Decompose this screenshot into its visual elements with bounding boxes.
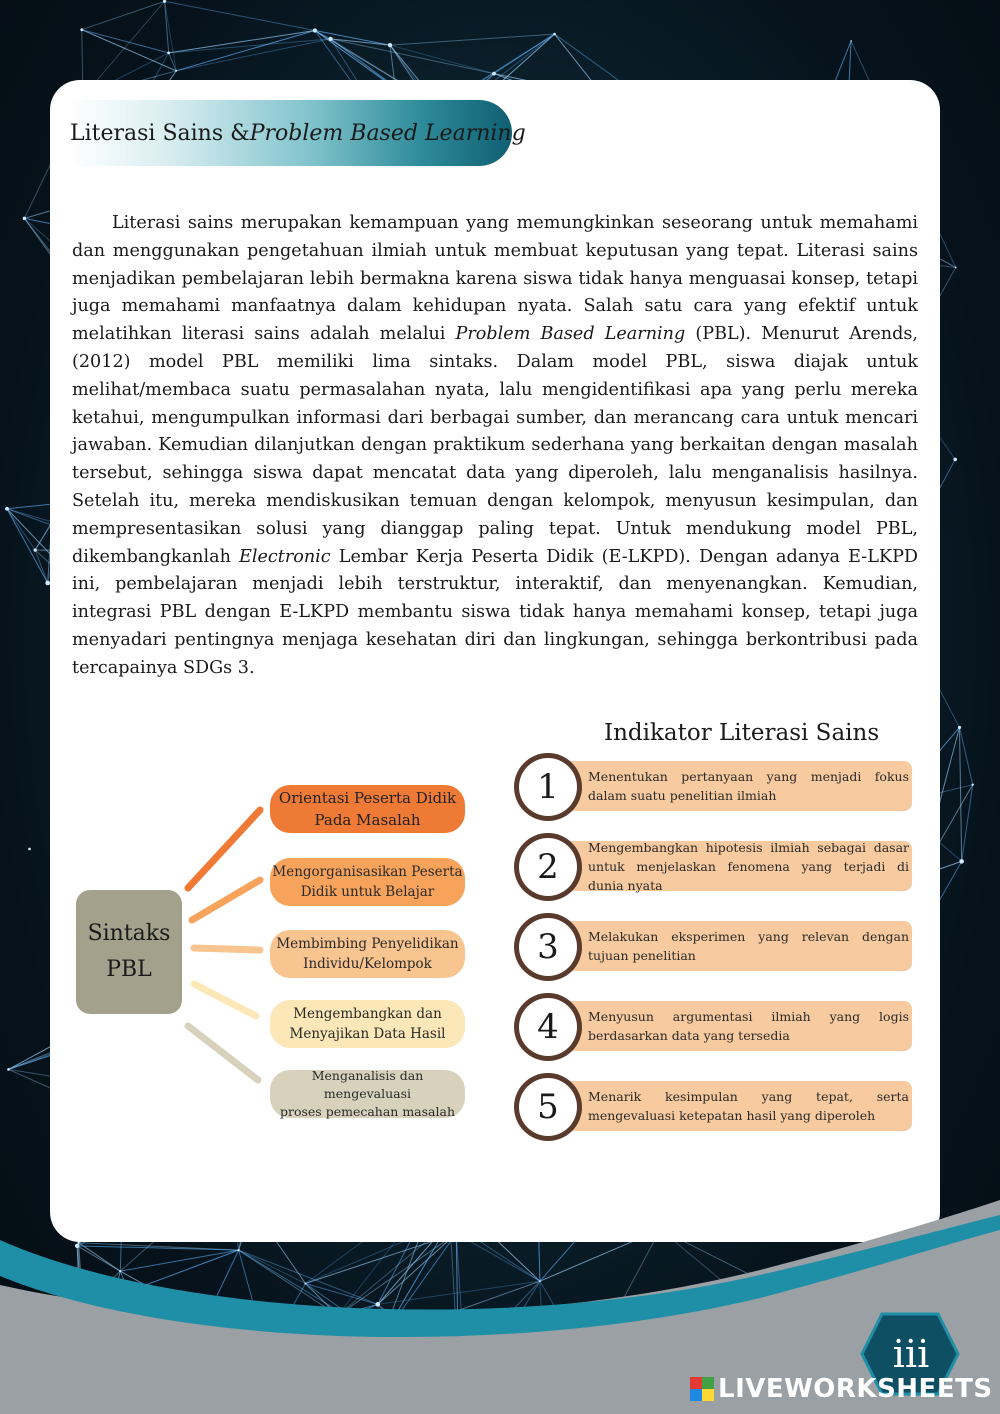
indikator-number-1: 1 (519, 758, 577, 816)
intro-text-1: Literasi sains merupakan kemampuan yang memungkinkan seseorang untuk memahami dan menggunakan pengetahuan ilmiah untuk membuat keputusan yang tepat. Literasi sains menjadikan pembelajaran lebih bermakna karena siswa tidak hanya menguasai konsep, tetapi juga memahami manfaatnya dalam kehidupan nyata. Salah satu cara yang efektif untuk melatihkan literasi sains adalah melalui (72, 213, 918, 345)
step-2-line-1: Mengorganisasikan Peserta (272, 864, 463, 880)
network-node (959, 859, 964, 864)
sintaks-step-5 (270, 1070, 465, 1118)
intro-text-pbl: Problem Based Learning (455, 324, 686, 345)
connector-1 (188, 810, 260, 888)
network-line (165, 1, 177, 71)
step-3-line-1: Membimbing Penyelidikan (276, 936, 459, 952)
indikator-item-3 (512, 913, 912, 981)
intro-text-electronic: Electronic (239, 546, 331, 567)
indikator-text-1: Menentukan pertanyaan yang menjadi fokus dalam suatu penelitian ilmiah (552, 761, 912, 811)
indikator-number-badge-5 (514, 1073, 582, 1141)
step-1-line-1: Orientasi Peserta Didik (278, 789, 457, 807)
sintaks-label-1: Sintaks (87, 921, 171, 946)
indikator-item-5 (512, 1073, 912, 1141)
indikator-number-3: 3 (519, 918, 577, 976)
network-node (28, 848, 31, 851)
network-node (5, 507, 9, 511)
indikator-text-4: Menyusun argumentasi ilmiah yang logis berdasarkan data yang tersedia (552, 1001, 912, 1051)
indikator-number-5: 5 (519, 1078, 577, 1136)
network-node (958, 726, 961, 729)
network-node (328, 37, 332, 41)
network-line (165, 1, 169, 53)
network-node (953, 458, 957, 462)
liveworksheets-logo (690, 1372, 993, 1406)
liveworksheets-icon (690, 1377, 714, 1401)
sintaks-pbl-box (76, 890, 182, 1014)
network-node (313, 28, 317, 32)
network-node (33, 548, 36, 551)
network-line (35, 550, 47, 583)
title-plain: Literasi Sains & (70, 120, 250, 146)
indikator-number-2: 2 (519, 838, 577, 896)
indikator-number-badge-3 (514, 913, 582, 981)
indikator-number-badge-1 (514, 753, 582, 821)
connector-3 (194, 948, 260, 950)
step-1-line-2: Pada Masalah (314, 811, 421, 829)
step-5-line-2: proses pemecahan masalah (279, 1104, 455, 1119)
network-node (80, 28, 83, 31)
step-4-line-2: Menyajikan Data Hasil (289, 1026, 446, 1042)
indikator-text-5: Menarik kesimpulan yang tepat, serta mengevaluasi ketepatan hasil yang diperoleh (552, 1081, 912, 1131)
network-node (492, 72, 496, 76)
sintaks-step-1 (270, 785, 465, 833)
indikator-item-1 (512, 753, 912, 821)
network-node (972, 783, 974, 785)
intro-text-3: Lembar Kerja Peserta Didik (E-LKPD). Dengan adanya E-LKPD ini, pembelajaran menjadi lebih terstruktur, interaktif, dan menyenangkan. Kemudian, integrasi PBL dengan E-LKPD membantu siswa tidak hanya memahami konsep, tetapi juga menyadari pentingnya menjaga kesehatan diri dan lingkungan, sehingga berkontribusi pada tercapainya SDGs 3. (72, 546, 919, 678)
title-italic: Problem Based Learning (249, 120, 526, 146)
step-4-line-1: Mengembangkan dan (293, 1006, 442, 1022)
indikator-number-badge-4 (514, 993, 582, 1061)
network-node (388, 43, 392, 47)
step-2-line-2: Didik untuk Belajar (300, 884, 435, 900)
sintaks-step-2 (270, 858, 465, 906)
sintaks-label-2: PBL (106, 957, 152, 982)
network-node (167, 51, 170, 54)
sintaks-step-3 (270, 930, 465, 978)
network-node (23, 217, 26, 220)
connector-2 (192, 880, 260, 920)
page-title (70, 100, 526, 166)
indikator-item-2 (512, 833, 912, 901)
step-5-line-1: Menganalisis dan mengevaluasi (311, 1068, 424, 1101)
indikator-title: Indikator Literasi Sains (604, 720, 880, 746)
intro-paragraph (72, 210, 918, 683)
indikator-number-4: 4 (519, 998, 577, 1056)
network-node (7, 1068, 10, 1071)
sintaks-step-4 (270, 1000, 465, 1048)
indikator-item-4 (512, 993, 912, 1061)
connector-5 (188, 1026, 258, 1080)
page-number: iii (892, 1332, 930, 1376)
network-line (82, 30, 169, 53)
network-node (175, 70, 177, 72)
indikator-text-3: Melakukan eksperimen yang relevan dengan tujuan penelitian (552, 921, 912, 971)
connector-4 (194, 984, 256, 1016)
network-node (955, 267, 957, 269)
step-3-line-2: Individu/Kelompok (303, 956, 432, 972)
network-line (165, 1, 315, 30)
network-line (7, 509, 48, 583)
network-node (553, 33, 556, 36)
content-card (50, 80, 940, 1242)
network-node (850, 40, 852, 42)
network-line (959, 727, 961, 861)
sintaks-connectors (180, 780, 280, 1100)
network-line (390, 34, 554, 45)
network-line (959, 727, 972, 784)
network-line (7, 509, 35, 550)
network-line (176, 39, 330, 71)
liveworksheets-wordmark: LIVEWORKSHEETS (718, 1374, 993, 1404)
network-line (962, 785, 973, 862)
indikator-number-badge-2 (514, 833, 582, 901)
intro-text-2: (PBL). Menurut Arends, (2012) model PBL memiliki lima sintaks. Dalam model PBL, siswa diajak untuk melihat/membaca suatu permasalahan nyata, lalu mengidentifikasi apa yang perlu mereka ketahui, mengumpulkan informasi dari berbagai sumber, dan merancang cara untuk mencari jawaban. Kemudian dilanjutkan dengan praktikum sederhana yang berkaitan dengan masalah tersebut, sehingga siswa dapat mencatat data yang diperoleh, lalu menganalisis hasilnya. Setelah itu, mereka mendiskusikan temuan dengan kelompok, menyusun kesimpulan, dan mempresentasikan solusi yang dianggap paling tepat. Untuk mendukung model PBL, dikembangkanlah (72, 324, 918, 567)
indikator-text-2: Mengembangkan hipotesis ilmiah sebagai dasar untuk menjelaskan fenomena yang terjadi di dunia nyata (552, 841, 912, 891)
